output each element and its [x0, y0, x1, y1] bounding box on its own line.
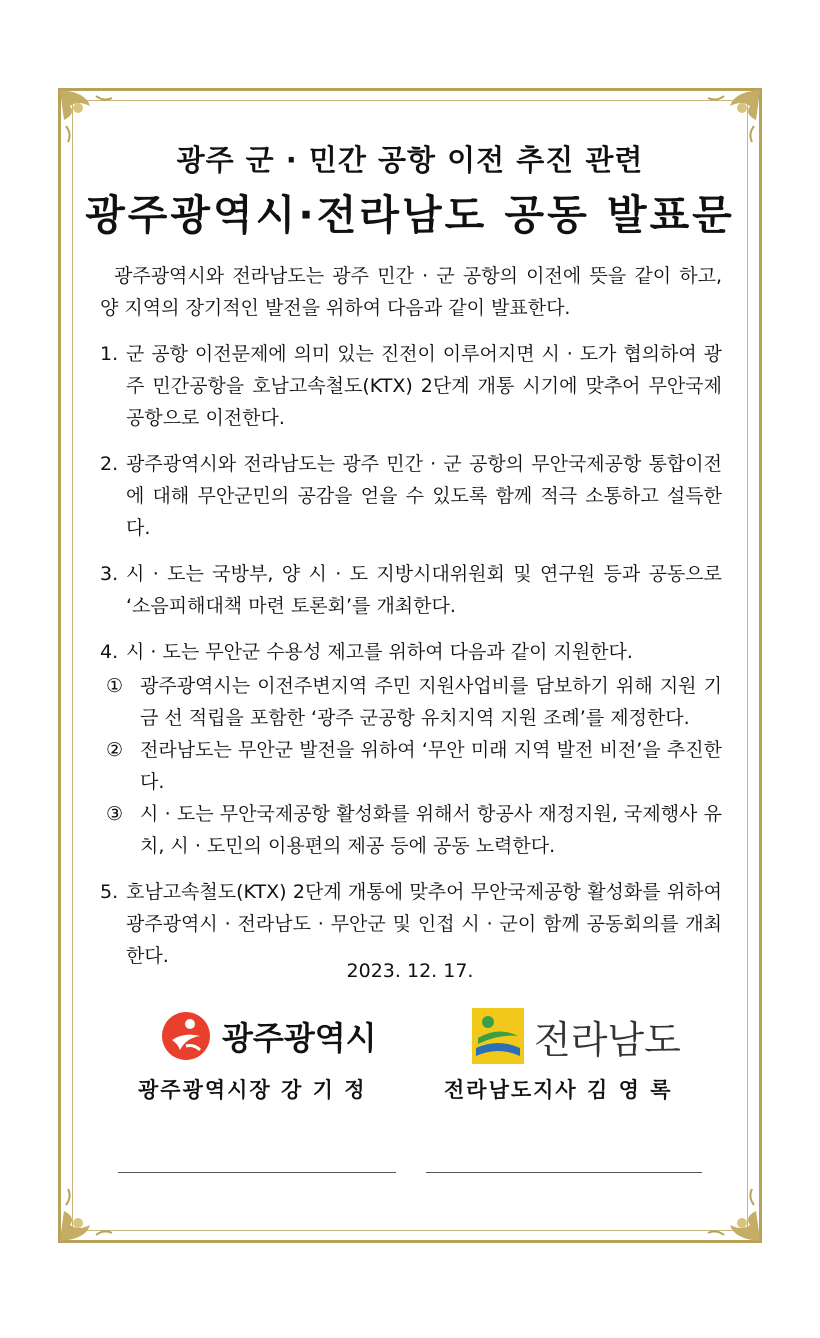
item-number: 1. — [100, 343, 119, 365]
item-text: 군 공항 이전문제에 의미 있는 진전이 이루어지면 시 · 도가 협의하여 광주 민간공항을 호남고속철도(KTX) 2단계 개통 시기에 맞추어 무안국제공항으로 이전한다. — [126, 343, 722, 429]
item-number: 3. — [100, 563, 119, 585]
corner-ornament-icon — [56, 86, 116, 146]
intro-paragraph: 광주광역시와 전라남도는 광주 민간 · 군 공항의 이전에 뜻을 같이 하고, 양 지역의 장기적인 발전을 위하여 다음과 같이 발표한다. — [100, 265, 722, 319]
list-item — [100, 558, 722, 622]
sub-item-marker: ② — [106, 739, 124, 761]
document-subtitle: 광주 군 · 민간 공항 이전 추진 관련 — [176, 143, 644, 177]
item-text: 호남고속철도(KTX) 2단계 개통에 맞추어 무안국제공항 활성화를 위하여 광주광역시 · 전라남도 · 무안군 및 인접 시 · 군이 함께 공동회의를 개최한다. — [126, 881, 722, 967]
item-number: 5. — [100, 881, 119, 903]
list-item — [100, 338, 722, 434]
sub-list-item — [106, 798, 722, 862]
sub-item-marker: ① — [106, 675, 124, 697]
item-text: 시 · 도는 무안군 수용성 제고를 위하여 다음과 같이 지원한다. — [126, 641, 633, 663]
jeonnam-logo-text: 전라남도 — [534, 1017, 681, 1062]
item-number: 4. — [100, 641, 119, 663]
jeonnam-governor-signature: 전라남도지사 김 영 록 — [444, 1077, 673, 1102]
signature-line — [118, 1172, 396, 1173]
gwangju-logo-text: 광주광역시 — [222, 1019, 377, 1057]
announcement-date: 2023. 12. 17. — [346, 960, 474, 982]
statement-body — [100, 260, 722, 986]
gwangju-logo — [160, 1006, 377, 1066]
jeonnam-logo — [472, 1006, 681, 1066]
list-item — [100, 876, 722, 972]
gwangju-emblem-icon — [160, 1010, 212, 1062]
corner-ornament-icon — [704, 1185, 764, 1245]
corner-ornament-icon — [56, 1185, 116, 1245]
item-text: 시 · 도는 국방부, 양 시 · 도 지방시대위원회 및 연구원 등과 공동으로 ‘소음피해대책 마련 토론회’를 개최한다. — [126, 563, 722, 617]
gwangju-mayor-signature: 광주광역시장 강 기 정 — [138, 1077, 367, 1102]
jeonnam-emblem-icon — [472, 1008, 524, 1064]
sub-item-text: 광주광역시는 이전주변지역 주민 지원사업비를 담보하기 위해 지원 기금 선 적립을 포함한 ‘광주 군공항 유치지역 지원 조례’를 제정한다. — [140, 675, 722, 729]
item-number: 2. — [100, 453, 119, 475]
sub-item-text: 시 · 도는 무안국제공항 활성화를 위해서 항공사 재정지원, 국제행사 유치, 시 · 도민의 이용편의 제공 등에 공동 노력한다. — [140, 803, 722, 857]
item-text: 광주광역시와 전라남도는 광주 민간 · 군 공항의 무안국제공항 통합이전에 대해 무안군민의 공감을 얻을 수 있도록 함께 적극 소통하고 설득한다. — [126, 453, 722, 539]
signature-line — [426, 1172, 702, 1173]
document-title: 광주광역시·전라남도 공동 발표문 — [85, 191, 735, 239]
corner-ornament-icon — [704, 86, 764, 146]
list-item — [100, 448, 722, 544]
list-item — [100, 636, 722, 668]
sub-item-marker: ③ — [106, 803, 124, 825]
sub-list-item — [106, 734, 722, 798]
sub-item-text: 전라남도는 무안군 발전을 위하여 ‘무안 미래 지역 발전 비전’을 추진한다. — [140, 739, 722, 793]
sub-list-item — [106, 670, 722, 734]
